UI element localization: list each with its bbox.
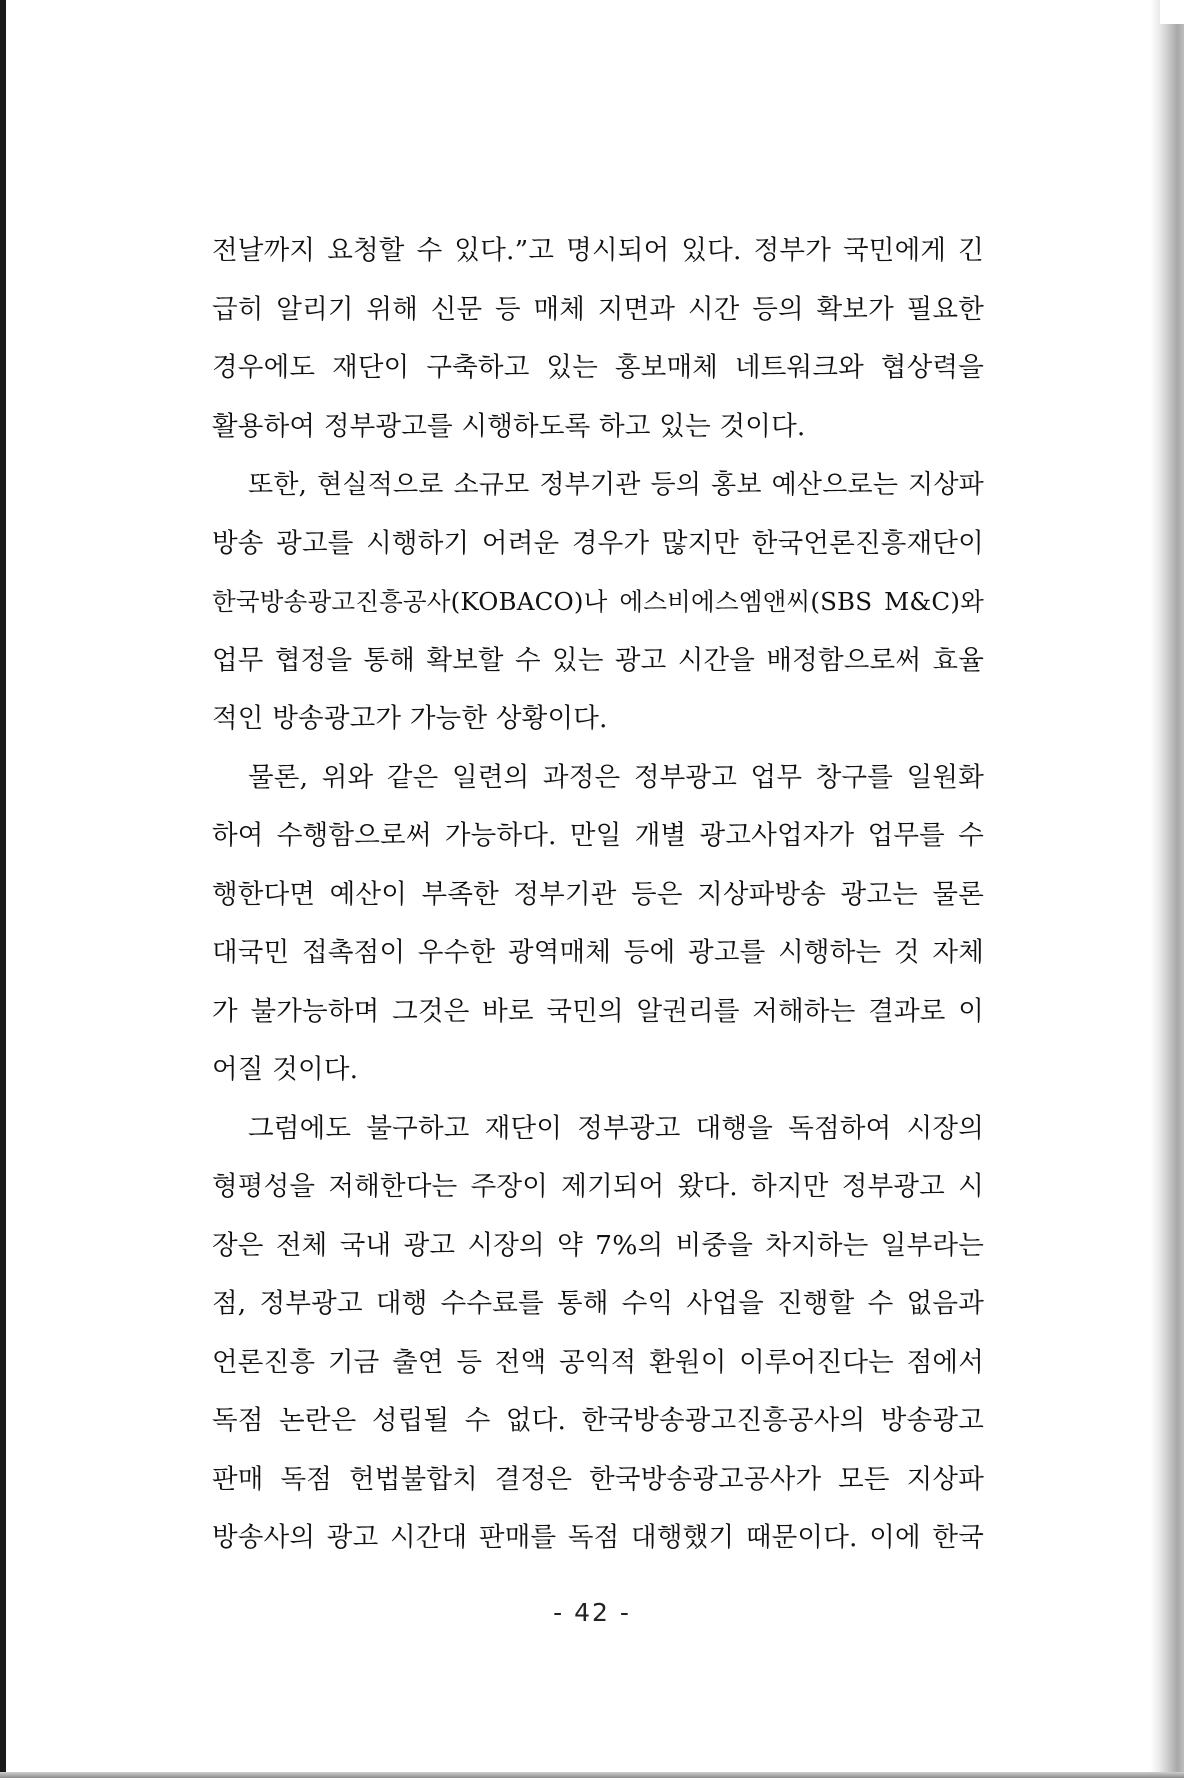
text-line: 적인 방송광고가 가능한 상황이다. (212, 703, 608, 734)
body-text (212, 222, 984, 1568)
text-line: 판매 독점 헌법불합치 결정은 한국방송광고공사가 모든 지상파 (212, 1463, 984, 1495)
text-line: 업무 협정을 통해 확보할 수 있는 광고 시간을 배정함으로써 효율 (212, 644, 984, 676)
text-line: 어질 것이다. (212, 1054, 359, 1085)
page-top-corner (1160, 0, 1184, 24)
text-line: 독점 논란은 성립될 수 없다. 한국방송광고진흥공사의 방송광고 (212, 1405, 984, 1436)
text-line: 물론, 위와 같은 일련의 과정은 정부광고 업무 창구를 일원화 (248, 761, 984, 793)
text-line: 한국방송광고진흥공사(KOBACO)나 에스비에스엠앤씨(SBS M&C)와 (212, 587, 984, 616)
text-line: 행한다면 예산이 부족한 정부기관 등은 지상파방송 광고는 물론 (212, 878, 984, 910)
text-line: 대국민 접촉점이 우수한 광역매체 등에 광고를 시행하는 것 자체 (212, 937, 984, 968)
text-line: 경우에도 재단이 구축하고 있는 홍보매체 네트워크와 협상력을 (212, 352, 984, 383)
paragraph-3 (212, 749, 984, 1100)
text-line: 하여 수행함으로써 가능하다. 만일 개별 광고사업자가 업무를 수 (212, 820, 984, 851)
text-line: 그럼에도 불구하고 재단이 정부광고 대행을 독점하여 시장의 (248, 1112, 984, 1144)
page-left-edge (0, 0, 6, 1778)
text-line: 전날까지 요청할 수 있다.”고 명시되어 있다. 정부가 국민에게 긴 (212, 235, 984, 266)
text-line: 언론진흥 기금 출연 등 전액 공익적 환원이 이루어진다는 점에서 (212, 1346, 984, 1378)
text-line: 형평성을 저해한다는 주장이 제기되어 왔다. 하지만 정부광고 시 (212, 1171, 984, 1202)
paragraph-4 (212, 1100, 984, 1568)
text-line: 급히 알리기 위해 신문 등 매체 지면과 시간 등의 확보가 필요한 (212, 293, 984, 325)
page-number: - 42 - (553, 1598, 631, 1627)
text-line: 활용하여 정부광고를 시행하도록 하고 있는 것이다. (212, 410, 806, 442)
text-line: 장은 전체 국내 광고 시장의 약 7%의 비중을 차지하는 일부라는 (212, 1229, 984, 1261)
text-line: 가 불가능하며 그것은 바로 국민의 알권리를 저해하는 결과로 이 (212, 995, 984, 1027)
paragraph-1 (212, 222, 984, 456)
text-line: 방송 광고를 시행하기 어려운 경우가 많지만 한국언론진흥재단이 (212, 527, 984, 559)
text-line: 방송사의 광고 시간대 판매를 독점 대행했기 때문이다. 이에 한국 (212, 1522, 984, 1553)
text-line: 점, 정부광고 대행 수수료를 통해 수익 사업을 진행할 수 없음과 (212, 1288, 984, 1319)
page-right-shadow (1150, 0, 1184, 1778)
page-bottom-edge (0, 1772, 1184, 1778)
paragraph-2 (212, 456, 984, 749)
text-line: 또한, 현실적으로 소규모 정부기관 등의 홍보 예산으로는 지상파 (248, 470, 984, 500)
